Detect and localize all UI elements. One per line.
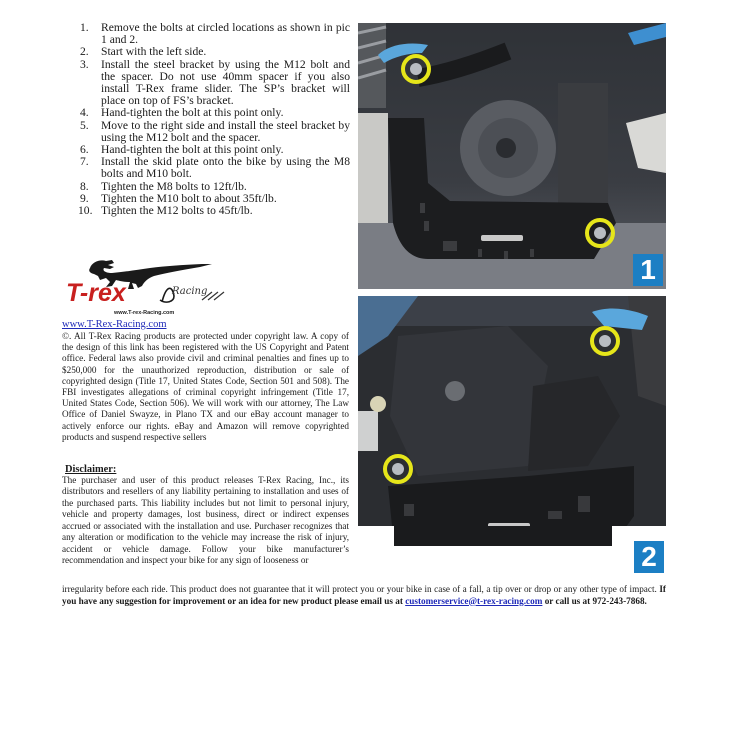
step-item xyxy=(80,120,350,144)
step-text: Install the steel bracket by using the M12 bolt and the spacer. Do not use 40mm spacer if you also install T-Rex frame slider. The SP’s bracket will place on top of FS’s bracket. xyxy=(101,57,350,108)
installation-steps xyxy=(80,22,350,217)
motorcycle-engine-image xyxy=(358,23,666,289)
step-number: 10. xyxy=(78,204,93,218)
copyright-notice: ©. All T-Rex Racing products are protected under copyright law. A copy of the design of this link has been registered with the US Copyright and Patent office. Federal laws also provide civil and criminal penalties and fines up to $250,000 for the unauthorized reproduction, distribution or sale of copyrighted design (Title 17, United States Code, Section 501 and 508). The FBI investigates allegations of criminal copyright infringement (Title 17, United States Code, Section 506). We will work with our attorney, The Law Office of Daniel Swayze, in Plano TX and our eBay account manager to actively enforce our rights. eBay and Amazon will remove copyrighted products and suspend respective sellers xyxy=(62,331,349,442)
disclaimer-continued-text: irregularity before each ride. This product does not guarantee that it will protect you or your bike in case of a fall, a tip over or drop or any other type of impact. xyxy=(62,584,657,594)
svg-text:T-rex: T-rex xyxy=(66,279,126,307)
step-text: Tighten the M8 bolts to 12ft/lb. xyxy=(101,179,247,193)
step-number: 2. xyxy=(80,45,89,59)
step-item xyxy=(80,59,350,108)
disclaimer-continued xyxy=(62,584,666,607)
step-text: Install the skid plate onto the bike by using the M8 bolts and M10 bolt. xyxy=(101,155,350,181)
step-number: 6. xyxy=(80,143,89,157)
motorcycle-engine-image xyxy=(358,296,666,576)
step-text: Move to the right side and install the steel bracket by using the M12 bolt and the spacer. xyxy=(101,118,350,144)
step-text: Tighten the M10 bolt to about 35ft/lb. xyxy=(101,191,277,205)
trex-dinosaur-icon xyxy=(62,256,232,318)
svg-text:Racing: Racing xyxy=(172,286,208,297)
step-number: 1. xyxy=(80,21,89,34)
step-number: 8. xyxy=(80,179,89,193)
step-number: 5. xyxy=(80,118,89,132)
phone-contact: or call us at 972-243-7868. xyxy=(544,595,647,606)
step-text: Tighten the M12 bolts to 45ft/lb. xyxy=(101,204,253,218)
photo-badge-2: 2 xyxy=(634,541,664,573)
step-number: 7. xyxy=(80,155,89,169)
contact-prompt: If you have any suggestion for improvement or an idea for new product please email us at xyxy=(62,584,666,606)
step-text: Hand-tighten the bolt at this point only. xyxy=(101,143,284,157)
photo-1-left-side xyxy=(358,23,666,289)
step-item xyxy=(80,156,350,180)
step-item xyxy=(80,22,350,46)
step-number: 3. xyxy=(80,57,89,71)
step-number: 4. xyxy=(80,106,89,120)
step-number: 9. xyxy=(80,191,89,205)
disclaimer-text: The purchaser and user of this product releases T-Rex Racing, Inc., its distributors and resellers of any liability pertaining to installation and uses of the purchased parts. This liability includes but not limit to personal injury, vehicle and property damages, lost business, direct or indirect expenses accrued or associated with the installation and use. Purchaser recognizes that any alteration or modification to the vehicle may increase the risk of injury, accident or vehicle damage. Follow your bike manufacturer’s recommendation and inspect your bike for any sign of looseness or xyxy=(62,475,349,566)
step-text: Hand-tighten the bolt at this point only. xyxy=(101,106,284,120)
trex-racing-logo xyxy=(62,256,232,318)
step-item xyxy=(80,205,350,217)
photo-2-right-side xyxy=(358,296,666,576)
website-link[interactable]: www.T-Rex-Racing.com xyxy=(62,319,167,330)
step-text: Remove the bolts at circled locations as shown in pic 1 and 2. xyxy=(101,21,350,47)
photo-badge-1: 1 xyxy=(633,254,663,286)
email-link[interactable]: customerservice@t-rex-racing.com xyxy=(405,595,543,606)
disclaimer-heading: Disclaimer: xyxy=(65,464,117,475)
svg-text:www.T-rex-Racing.com: www.T-rex-Racing.com xyxy=(114,310,175,316)
step-text: Start with the left side. xyxy=(101,45,207,59)
